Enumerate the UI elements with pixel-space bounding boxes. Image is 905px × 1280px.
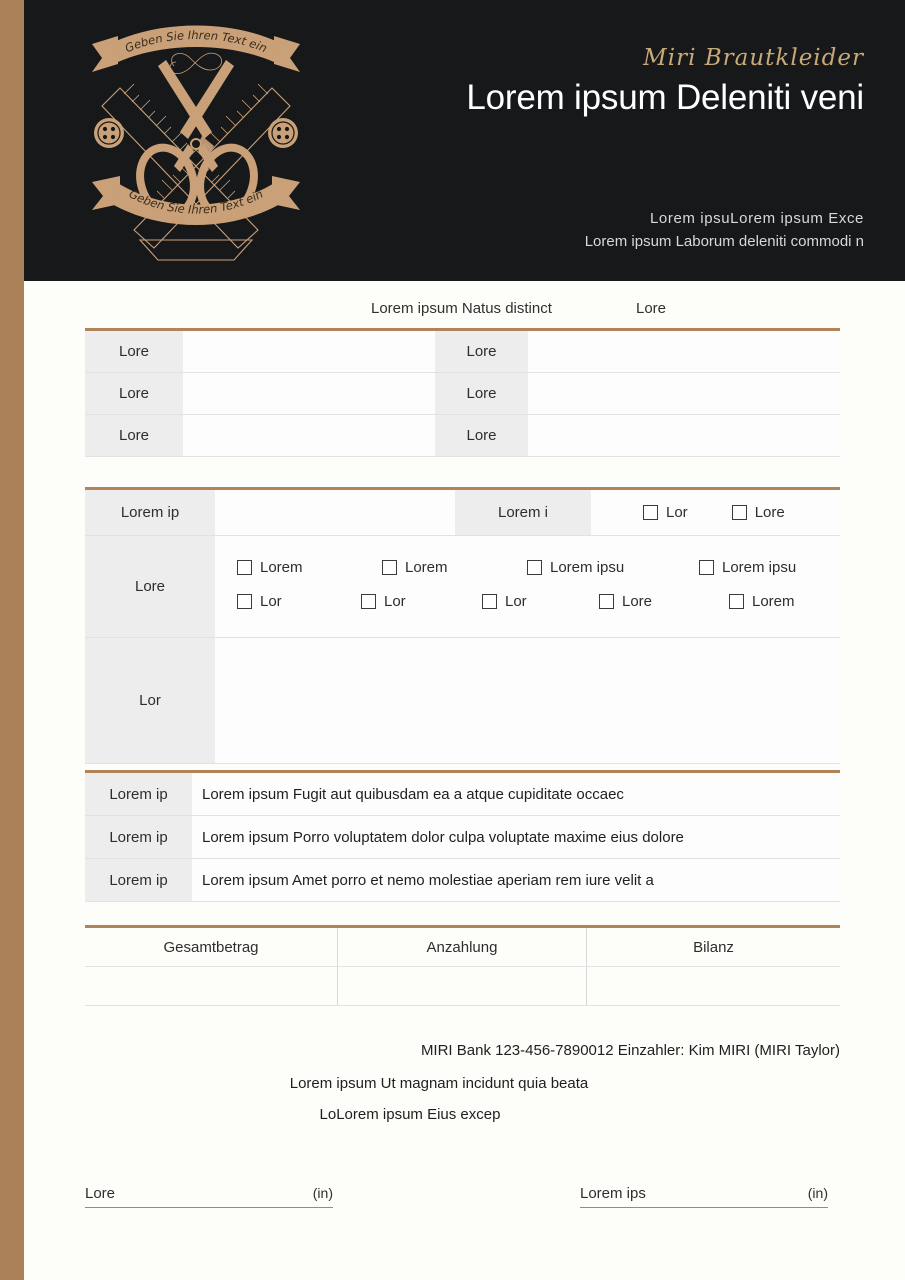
row-divider — [85, 456, 840, 457]
signature-label-left: Lore — [85, 1185, 116, 1202]
checkbox-icon[interactable] — [732, 505, 747, 520]
header-meta — [585, 207, 864, 253]
checkbox-label: Lore — [622, 592, 653, 610]
row-value-left[interactable] — [183, 373, 435, 414]
row-label-left: Lore — [85, 331, 183, 372]
checkbox-label: Lor — [666, 504, 688, 521]
checkbox-label: Lor — [260, 592, 282, 610]
document-header — [24, 0, 905, 281]
checkbox-label: Lorem — [260, 558, 303, 576]
options-value-left[interactable] — [215, 490, 455, 535]
header-meta-line-1: Lorem ipsuLorem ipsum Exce — [649, 210, 864, 227]
description-text[interactable]: Lorem ipsum Porro voluptatem dolor culpa voluptate maxime eius dolore — [192, 816, 840, 858]
row-label-right: Lore — [435, 331, 528, 372]
client-info-headings — [85, 300, 840, 328]
checkbox-item[interactable] — [699, 559, 796, 576]
checkbox-icon[interactable] — [237, 560, 252, 575]
options-section — [85, 487, 840, 764]
totals-value-balance[interactable] — [587, 967, 840, 1005]
checkbox-label: Lorem — [752, 592, 795, 610]
row-label-left: Lore — [85, 415, 183, 456]
checkbox-icon[interactable] — [527, 560, 542, 575]
row-divider — [85, 901, 840, 902]
description-label: Lorem ip — [85, 859, 192, 901]
brand-name: Miri Brautkleider — [643, 45, 864, 71]
checkbox-label: Lore — [754, 504, 785, 521]
checkbox-item[interactable] — [237, 559, 303, 576]
checkbox-label: Lor — [384, 592, 406, 610]
totals-header-row — [85, 928, 840, 966]
table-row — [85, 331, 840, 372]
checkbox-line-2 — [237, 584, 840, 618]
row-label-right: Lore — [435, 415, 528, 456]
options-notes-value[interactable] — [215, 638, 840, 763]
svg-text:Geben Sie Ihren Text ein: Geben Sie Ihren Text ein — [126, 186, 266, 217]
footer-notes — [85, 1075, 840, 1137]
options-checkbox-grid — [215, 536, 840, 637]
client-heading-primary: Lorem ipsum Natus distinct — [371, 300, 552, 317]
row-value-right[interactable] — [528, 415, 840, 456]
checkbox-item[interactable] — [382, 559, 448, 576]
options-row-top — [85, 490, 840, 535]
row-value-left[interactable] — [183, 415, 435, 456]
row-value-left[interactable] — [183, 331, 435, 372]
totals-value-total[interactable] — [85, 967, 337, 1005]
description-text[interactable]: Lorem ipsum Fugit aut quibusdam ea a atque cupiditate occaec — [192, 773, 840, 815]
options-notes-label: Lor — [85, 638, 215, 763]
signature-label-right: Lorem ips — [580, 1185, 646, 1202]
checkbox-icon[interactable] — [361, 594, 376, 609]
svg-text:Geben Sie Ihren Text ein: Geben Sie Ihren Text ein — [122, 27, 270, 56]
checkbox-item[interactable] — [643, 504, 688, 521]
options-row-grid — [85, 536, 840, 637]
checkbox-label: Lorem ipsu — [550, 558, 625, 576]
options-label-left: Lorem ip — [85, 490, 215, 535]
table-row — [85, 415, 840, 456]
checkbox-icon[interactable] — [699, 560, 714, 575]
table-row — [85, 373, 840, 414]
client-heading-secondary: Lore — [636, 300, 667, 317]
document-title: Lorem ipsum Deleniti veni — [466, 78, 864, 117]
table-row — [85, 773, 840, 815]
footer-note-2: LoLorem ipsum Eius excep — [319, 1106, 501, 1123]
description-section — [85, 770, 840, 902]
row-label-right: Lore — [435, 373, 528, 414]
totals-value-row — [85, 967, 840, 1005]
table-row — [85, 859, 840, 901]
description-label: Lorem ip — [85, 773, 192, 815]
totals-header-total: Gesamtbetrag — [163, 938, 259, 956]
left-accent-stripe — [0, 0, 24, 1280]
checkbox-line-1 — [237, 550, 840, 584]
signature-hint-right: (in) — [807, 1185, 828, 1201]
description-label: Lorem ip — [85, 816, 192, 858]
signature-line-right[interactable] — [580, 1185, 828, 1208]
checkbox-item[interactable] — [482, 593, 527, 610]
bank-details: MIRI Bank 123-456-7890012 Einzahler: Kim MIRI (MIRI Taylor) — [420, 1042, 840, 1059]
totals-header-deposit: Anzahlung — [337, 928, 587, 966]
totals-header-balance: Bilanz — [693, 938, 734, 956]
table-row — [85, 816, 840, 858]
checkbox-item[interactable] — [361, 593, 406, 610]
checkbox-item[interactable] — [237, 593, 282, 610]
checkbox-item[interactable] — [729, 593, 795, 610]
checkbox-icon[interactable] — [729, 594, 744, 609]
row-value-right[interactable] — [528, 373, 840, 414]
row-label-left: Lore — [85, 373, 183, 414]
checkbox-item[interactable] — [732, 504, 785, 521]
totals-section — [85, 925, 840, 1059]
options-checkbox-group-top — [591, 490, 840, 535]
checkbox-label: Lor — [505, 592, 527, 610]
client-info-section — [85, 300, 840, 457]
row-value-right[interactable] — [528, 331, 840, 372]
header-meta-line-2: Lorem ipsum Laborum deleniti commodi n — [584, 233, 864, 250]
checkbox-item[interactable] — [527, 559, 624, 576]
signature-line-left[interactable] — [85, 1185, 333, 1208]
options-row-notes — [85, 638, 840, 763]
checkbox-icon[interactable] — [237, 594, 252, 609]
checkbox-icon[interactable] — [482, 594, 497, 609]
checkbox-icon[interactable] — [599, 594, 614, 609]
description-text[interactable]: Lorem ipsum Amet porro et nemo molestiae aperiam rem iure velit a — [192, 859, 840, 901]
row-divider — [85, 1005, 840, 1006]
footer-note-1: Lorem ipsum Ut magnam incidunt quia beata — [289, 1075, 589, 1092]
options-label-right: Lorem i — [455, 490, 591, 535]
options-grid-label: Lore — [85, 536, 215, 637]
checkbox-label: Lorem ipsu — [722, 558, 797, 576]
checkbox-icon[interactable] — [382, 560, 397, 575]
tailor-emblem-logo — [62, 18, 330, 266]
checkbox-icon[interactable] — [643, 505, 658, 520]
signature-hint-left: (in) — [312, 1185, 333, 1201]
checkbox-label: Lorem — [405, 558, 448, 576]
totals-value-deposit[interactable] — [337, 967, 587, 1005]
row-divider — [85, 763, 840, 764]
checkbox-item[interactable] — [599, 593, 652, 610]
